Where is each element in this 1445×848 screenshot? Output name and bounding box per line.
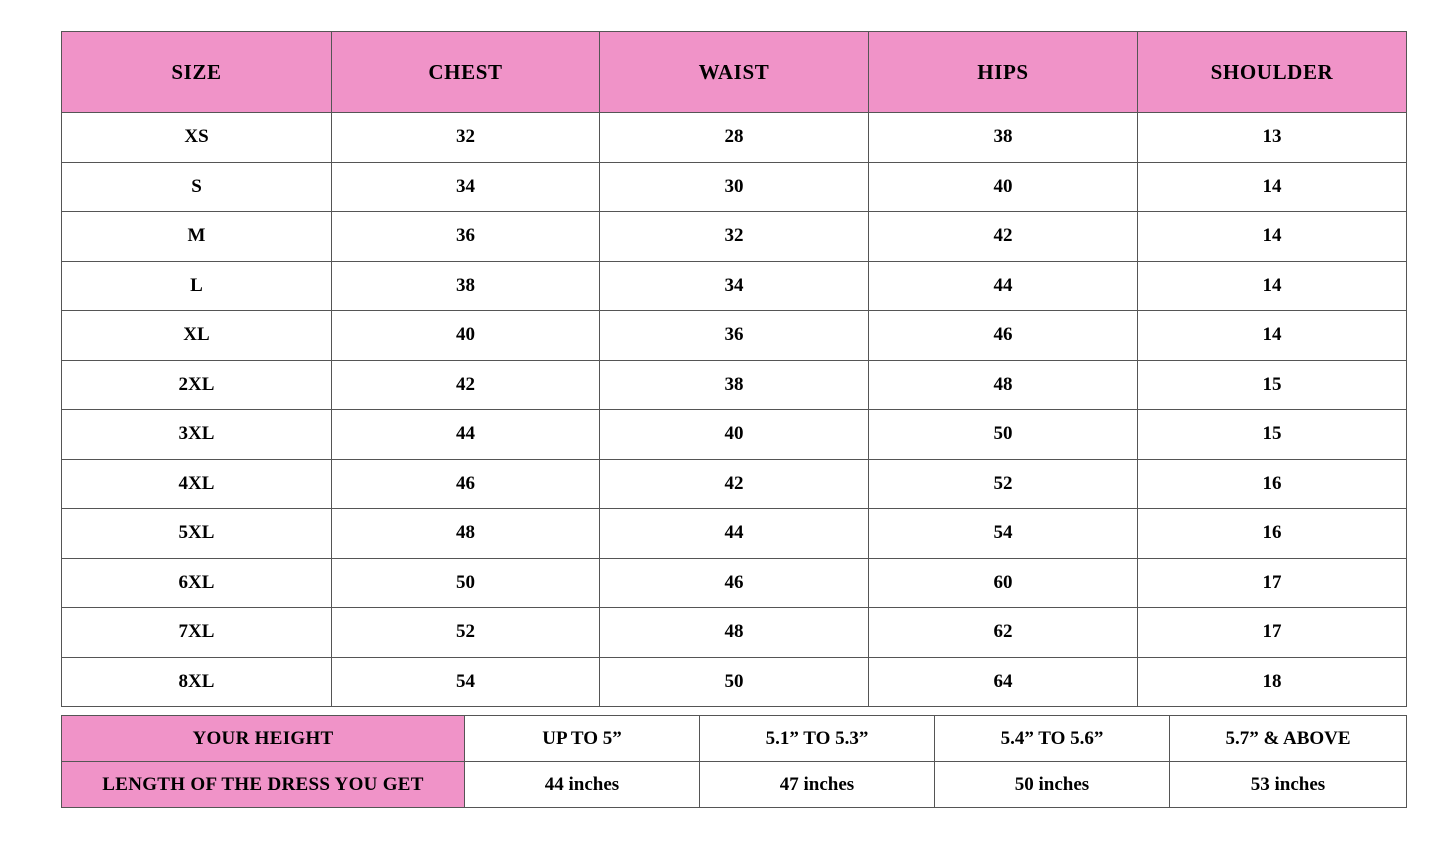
row-label-your-height: YOUR HEIGHT (62, 716, 465, 762)
column-header-shoulder: SHOULDER (1138, 32, 1407, 113)
cell-size: XL (62, 311, 332, 361)
cell-chest: 40 (332, 311, 600, 361)
table-row (62, 657, 1407, 707)
cell-chest: 38 (332, 261, 600, 311)
cell-height-range: UP TO 5” (465, 716, 700, 762)
cell-chest: 54 (332, 657, 600, 707)
table-row (62, 608, 1407, 658)
cell-shoulder: 15 (1138, 410, 1407, 460)
cell-waist: 32 (600, 212, 869, 262)
cell-dress-length: 47 inches (700, 762, 935, 808)
cell-chest: 34 (332, 162, 600, 212)
cell-waist: 36 (600, 311, 869, 361)
cell-waist: 34 (600, 261, 869, 311)
cell-chest: 46 (332, 459, 600, 509)
table-row (62, 113, 1407, 163)
cell-size: XS (62, 113, 332, 163)
cell-shoulder: 14 (1138, 212, 1407, 262)
cell-shoulder: 14 (1138, 311, 1407, 361)
cell-size: 7XL (62, 608, 332, 658)
cell-shoulder: 14 (1138, 261, 1407, 311)
cell-size: 8XL (62, 657, 332, 707)
cell-height-range: 5.4” TO 5.6” (935, 716, 1170, 762)
cell-hips: 42 (869, 212, 1138, 262)
table-row (62, 410, 1407, 460)
height-length-body (62, 716, 1407, 808)
cell-waist: 48 (600, 608, 869, 658)
cell-size: 6XL (62, 558, 332, 608)
cell-size: S (62, 162, 332, 212)
cell-shoulder: 13 (1138, 113, 1407, 163)
cell-size: L (62, 261, 332, 311)
cell-waist: 46 (600, 558, 869, 608)
length-row (62, 762, 1407, 808)
size-chart-table (61, 31, 1407, 707)
size-chart-header (62, 32, 1407, 113)
cell-hips: 50 (869, 410, 1138, 460)
cell-chest: 32 (332, 113, 600, 163)
cell-waist: 38 (600, 360, 869, 410)
table-row (62, 459, 1407, 509)
cell-shoulder: 18 (1138, 657, 1407, 707)
cell-shoulder: 14 (1138, 162, 1407, 212)
cell-waist: 28 (600, 113, 869, 163)
cell-size: 4XL (62, 459, 332, 509)
cell-hips: 64 (869, 657, 1138, 707)
size-chart-body (62, 113, 1407, 707)
cell-shoulder: 16 (1138, 509, 1407, 559)
cell-hips: 48 (869, 360, 1138, 410)
row-label-dress-length: LENGTH OF THE DRESS YOU GET (62, 762, 465, 808)
table-row (62, 509, 1407, 559)
cell-size: 3XL (62, 410, 332, 460)
cell-hips: 40 (869, 162, 1138, 212)
cell-size: 5XL (62, 509, 332, 559)
cell-size: M (62, 212, 332, 262)
cell-chest: 52 (332, 608, 600, 658)
cell-shoulder: 15 (1138, 360, 1407, 410)
cell-shoulder: 16 (1138, 459, 1407, 509)
cell-hips: 52 (869, 459, 1138, 509)
cell-height-range: 5.7” & ABOVE (1170, 716, 1407, 762)
table-row (62, 212, 1407, 262)
cell-waist: 50 (600, 657, 869, 707)
cell-chest: 42 (332, 360, 600, 410)
cell-waist: 42 (600, 459, 869, 509)
cell-shoulder: 17 (1138, 608, 1407, 658)
table-header-row (62, 32, 1407, 113)
cell-chest: 36 (332, 212, 600, 262)
column-header-chest: CHEST (332, 32, 600, 113)
cell-chest: 50 (332, 558, 600, 608)
cell-waist: 40 (600, 410, 869, 460)
cell-size: 2XL (62, 360, 332, 410)
cell-waist: 30 (600, 162, 869, 212)
table-row (62, 558, 1407, 608)
table-row (62, 162, 1407, 212)
cell-dress-length: 44 inches (465, 762, 700, 808)
column-header-hips: HIPS (869, 32, 1138, 113)
table-row (62, 311, 1407, 361)
cell-hips: 54 (869, 509, 1138, 559)
height-row (62, 716, 1407, 762)
cell-dress-length: 53 inches (1170, 762, 1407, 808)
cell-height-range: 5.1” TO 5.3” (700, 716, 935, 762)
cell-shoulder: 17 (1138, 558, 1407, 608)
cell-waist: 44 (600, 509, 869, 559)
cell-hips: 46 (869, 311, 1138, 361)
cell-hips: 44 (869, 261, 1138, 311)
table-row (62, 360, 1407, 410)
table-row (62, 261, 1407, 311)
cell-dress-length: 50 inches (935, 762, 1170, 808)
cell-hips: 62 (869, 608, 1138, 658)
cell-chest: 48 (332, 509, 600, 559)
column-header-size: SIZE (62, 32, 332, 113)
cell-chest: 44 (332, 410, 600, 460)
cell-hips: 60 (869, 558, 1138, 608)
cell-hips: 38 (869, 113, 1138, 163)
column-header-waist: WAIST (600, 32, 869, 113)
height-length-table (61, 715, 1407, 808)
